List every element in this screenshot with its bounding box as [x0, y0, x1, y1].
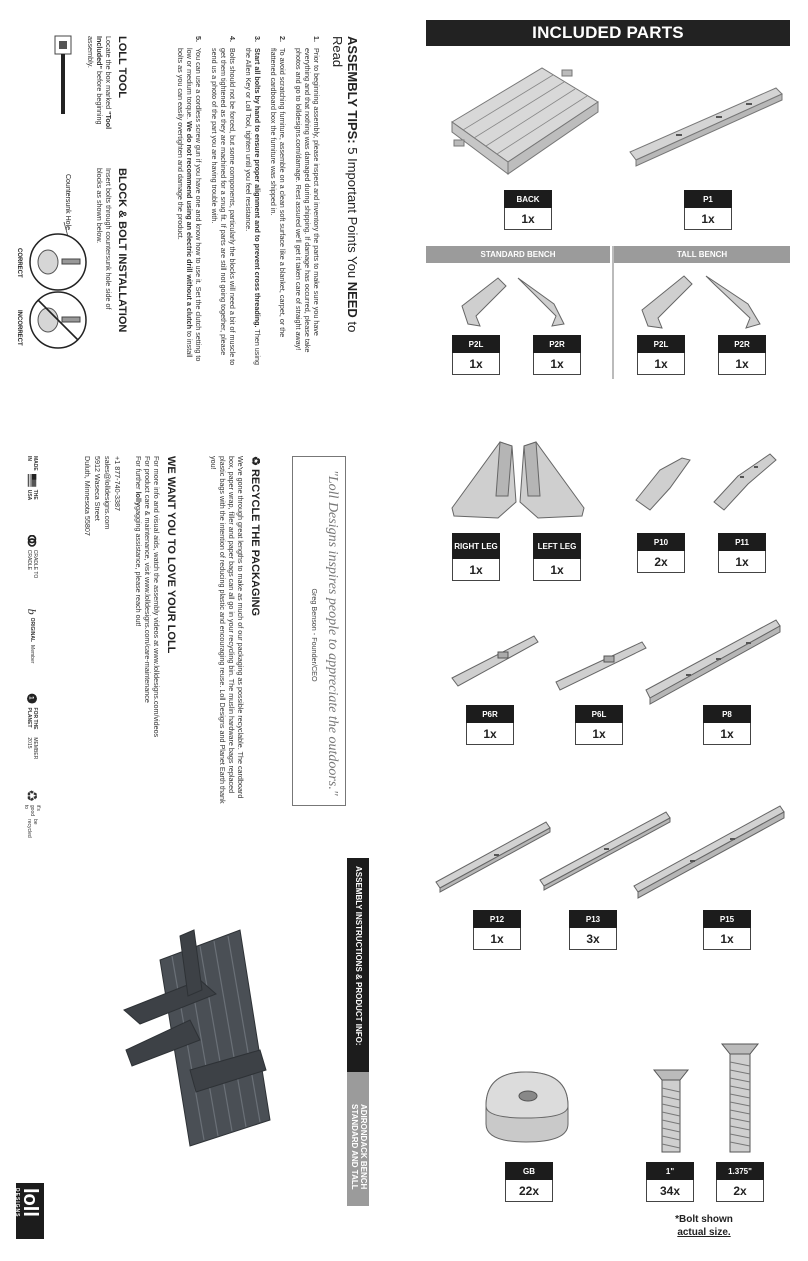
part-label: RIGHT LEG: [452, 533, 500, 559]
tip-number: 3.: [253, 36, 262, 42]
part-qty: 1x: [466, 723, 514, 745]
cradle-to-cradle-logo: [22, 535, 42, 578]
tip-number: 2.: [278, 36, 287, 42]
part-p13: [569, 910, 617, 950]
tip-number: 5.: [194, 36, 203, 42]
bolt-note-line1: *Bolt shown: [675, 1214, 733, 1225]
brand-text: [14, 1188, 40, 1238]
recycled-logo: [23, 789, 41, 837]
original-text: ORIGINAL: [29, 617, 35, 643]
founder-quote: [310, 470, 340, 800]
part-label: P12: [473, 910, 521, 928]
cradle-text: CRADLE TO CRADLE: [26, 549, 38, 579]
part-bolt-1375in: [716, 1162, 764, 1202]
part-qty: 1x: [473, 928, 521, 950]
part-label: P6R: [466, 705, 514, 723]
back-panel-drawing: [432, 62, 602, 182]
part-label: 1": [646, 1162, 694, 1180]
part-p11: [718, 533, 766, 573]
correct-text: CORRECT: [16, 248, 22, 278]
one-percent-icon: [23, 693, 41, 704]
one-percent-member-text: MEMBER 2015: [26, 737, 38, 760]
part-qty: 22x: [505, 1180, 553, 1202]
part-qty: 1x: [637, 353, 685, 375]
part-qty: 1x: [533, 559, 581, 581]
part-gb: [505, 1162, 553, 1202]
part-label: P1: [684, 190, 732, 208]
love-line-3-pre: For further: [134, 456, 143, 490]
recycle-icon: ♻: [249, 456, 261, 466]
part-p8: [703, 705, 751, 745]
contact-phone: +1 877-740-3387: [113, 456, 122, 511]
part-label: P2R: [533, 335, 581, 353]
cradle-icon: [22, 535, 42, 547]
side-title-grey-line1: ADIRONDACK BENCH: [359, 1104, 368, 1190]
part-label: P2R: [718, 335, 766, 353]
part-label: BACK: [504, 190, 552, 208]
bolt-note-line2: actual size.: [677, 1227, 731, 1238]
part-label: P2L: [452, 335, 500, 353]
p2-tall-drawing: [636, 270, 766, 332]
adirondack-bench-illustration: [120, 920, 300, 1150]
p6-p8-drawing: [446, 612, 786, 708]
correct-incorrect-diagram: [24, 222, 92, 356]
incorrect-text: INCORRECT: [16, 310, 22, 346]
legs-drawing: [448, 436, 588, 522]
part-qty: 34x: [646, 1180, 694, 1202]
recycle-symbol-icon: ♻: [24, 789, 41, 802]
contact-info: [82, 456, 122, 606]
svg-text:1: 1: [27, 696, 35, 700]
part-qty: 1x: [718, 551, 766, 573]
p10-p11-drawing: [630, 448, 780, 518]
side-title-dark-text: ASSEMBLY INSTRUCTIONS & PRODUCT INFO:: [354, 866, 363, 1046]
part-label: P6L: [575, 705, 623, 723]
loll-tool-section: [86, 36, 128, 146]
part-p2r-standard: [533, 335, 581, 375]
original-mark-icon: b: [25, 608, 40, 615]
side-title-grey-text: [350, 1104, 368, 1214]
included-parts-header: INCLUDED PARTS: [426, 20, 790, 46]
part-qty: 2x: [716, 1180, 764, 1202]
tips-title: ASSEMBLY TIPS:: [345, 36, 360, 144]
the-usa-text: THE USA: [26, 489, 38, 501]
part-label: P15: [703, 910, 751, 928]
part-back: [504, 190, 552, 230]
part-label: P11: [718, 533, 766, 551]
recycle-section: [209, 456, 262, 806]
brand-sub: DESIGNS: [14, 1188, 20, 1218]
part-qty: 3x: [569, 928, 617, 950]
tip-text: Prior to beginning assembly, please inspect and inventory the parts to make sure you have everything and that nothing was damaged during shipping. If damage has occurred, please take photos and go to lolldesigns.com/damage. Rest assured we'll get it taken care of straight away!: [294, 48, 321, 353]
tall-bench-bar: TALL BENCH: [614, 246, 790, 263]
part-p1: [684, 190, 732, 230]
recycle-title: [249, 456, 262, 806]
tip-text-2: to install bolts as you can easily overtighten and damage the product.: [176, 48, 194, 358]
contact-email: sales@lolldesigns.com: [103, 456, 112, 530]
part-qty: 1x: [703, 723, 751, 745]
standard-bench-bar: STANDARD BENCH: [426, 246, 610, 263]
made-in-text: MADE IN: [26, 456, 38, 471]
member-text: Member: [29, 645, 35, 664]
part-label: P8: [703, 705, 751, 723]
love-line-3-bold: lolly: [134, 491, 143, 506]
part-qty: 2x: [637, 551, 685, 573]
one-percent-text: FOR THE PLANET: [26, 707, 38, 730]
block-bolt-section: [95, 168, 128, 358]
loll-tool-icon: [52, 34, 74, 118]
block-bolt-text: Insert bolts through countersunk hole side of blocks as shown below.: [95, 168, 113, 310]
love-title: WE WANT YOU TO LOVE YOUR LOLL: [165, 456, 177, 654]
loll-tool-title: LOLL TOOL: [116, 36, 128, 98]
recycled-text-a: it's good to: [23, 804, 41, 817]
quote-text: "Loll Designs inspires people to appreciate the outdoors.": [325, 470, 340, 796]
tip-bold: Start all bolts by hand to ensure proper alignment and to prevent cross threading.: [253, 48, 262, 328]
part-label: 1.375": [716, 1162, 764, 1180]
loll-tool-text-pre: Locate the box marked: [104, 36, 113, 110]
part-qty: 1x: [575, 723, 623, 745]
incorrect-label: [16, 310, 22, 346]
tip-item: [244, 36, 262, 366]
part-label: LEFT LEG: [533, 533, 581, 559]
tip-text: Bolts should not be forced, but some components, particularly the blocks will need a bit of muscle to get them tightened as they are machined for a snug fit. If parts are still not going together, please send us a photo of the part you are having trouble with.: [210, 48, 237, 366]
part-qty: 1x: [718, 353, 766, 375]
part-qty: 1x: [504, 208, 552, 230]
part-p10: [637, 533, 685, 573]
love-line-3: [134, 456, 143, 806]
part-bolt-1in: [646, 1162, 694, 1202]
part-p6r: [466, 705, 514, 745]
one-percent-planet-logo: [23, 693, 41, 759]
part-p2r-tall: [718, 335, 766, 375]
tip-number: 1.: [312, 36, 321, 42]
countersunk-hole-text: Countersunk Hole: [64, 173, 71, 231]
part-qty: 1x: [452, 353, 500, 375]
usa-flag-icon: [26, 474, 38, 487]
recycle-text: We've gone through great lengths to make as much of our packaging as possible recyclable. The cardboard box, paper wrap, filler and paper bags can all go in your recycling bin. The muslin hardware bags replaced plastic bags with the intention of reducing plastic and encouraging reuse. Loll Designs and Planet Earth thank you!: [209, 456, 245, 804]
part-label: P10: [637, 533, 685, 551]
tips-heading: [330, 36, 360, 366]
part-right-leg: [452, 533, 500, 581]
recycled-text-b: be recycled: [26, 819, 38, 838]
bolt-actual-size-note: [662, 1213, 746, 1239]
tips-subtitle-pre: 5 Important Points You: [345, 147, 360, 279]
love-line-3-post: gagging assistance, please reach out!: [134, 505, 143, 627]
block-bolt-title: BLOCK & BOLT INSTALLATION: [116, 168, 128, 333]
part-qty: 1x: [703, 928, 751, 950]
tip-bold: We do not recommend using an electric drill without a clutch: [185, 121, 194, 330]
part-label: P2L: [637, 335, 685, 353]
loll-tool-text-post: before beginning assembly.: [86, 36, 104, 125]
assembly-tips: [169, 36, 360, 366]
part-p6l: [575, 705, 623, 745]
love-line-2: For product care & maintenance, visit www.lolldesigns.com/care-maintenance: [143, 456, 152, 703]
part-qty: 1x: [533, 353, 581, 375]
group-divider: [612, 246, 614, 379]
part-p2l-standard: [452, 335, 500, 375]
part-label: GB: [505, 1162, 553, 1180]
made-in-usa-logo: [26, 456, 38, 505]
contact-street: 5912 Waseca Street: [93, 456, 102, 521]
side-title-grey-line2: STANDARD AND TALL: [350, 1104, 359, 1190]
part-label: P13: [569, 910, 617, 928]
correct-label: [16, 248, 22, 278]
bolts-drawing: [646, 1040, 766, 1158]
love-your-loll-section: [134, 456, 177, 806]
part-qty: 1x: [452, 559, 500, 581]
original-member-logo: [25, 609, 40, 664]
love-line-1: For more info and visual aids, watch the assembly videos at www.lolldesigns.com/videos: [152, 456, 161, 738]
tip-item: [294, 36, 321, 366]
block-gb-drawing: [478, 1062, 574, 1152]
certification-logos: [22, 456, 42, 838]
tip-number: 4.: [228, 36, 237, 42]
loll-tool-text-bold: "Tool Included": [95, 36, 113, 130]
tips-subtitle-post: to Read: [330, 36, 360, 333]
tip-text: You can use a cordless screw gun if you have one and know how to use it. Set the clutch setting to low or medium torque.: [185, 48, 203, 362]
tips-subtitle-need: NEED: [345, 281, 360, 318]
tip-text: Then using the Allen Key or Loll Tool, tighten until you feel resistance.: [244, 48, 262, 365]
tip-text: To avoid scratching furniture, assemble on a clean soft surface like a blanket, carpet, or the flattened cardboard box the furniture was shipped in.: [269, 48, 287, 338]
tips-list: [176, 36, 321, 366]
p1-slat-drawing: [626, 80, 786, 170]
loll-tool-text: [86, 36, 113, 146]
tip-item: [269, 36, 287, 366]
part-p15: [703, 910, 751, 950]
contact-city: Duluth, Minnesota 55807: [83, 456, 92, 536]
p12-p15-drawing: [430, 800, 790, 900]
tip-item: [210, 36, 237, 366]
p2-standard-drawing: [456, 272, 576, 332]
part-left-leg: [533, 533, 581, 581]
recycle-title-text: RECYCLE THE PACKAGING: [249, 468, 261, 617]
tip-item: [176, 36, 203, 366]
brand-name: loll: [19, 1188, 41, 1217]
part-qty: 1x: [684, 208, 732, 230]
part-p2l-tall: [637, 335, 685, 375]
part-p12: [473, 910, 521, 950]
quote-author: Greg Benson - Founder/CEO: [310, 588, 319, 682]
